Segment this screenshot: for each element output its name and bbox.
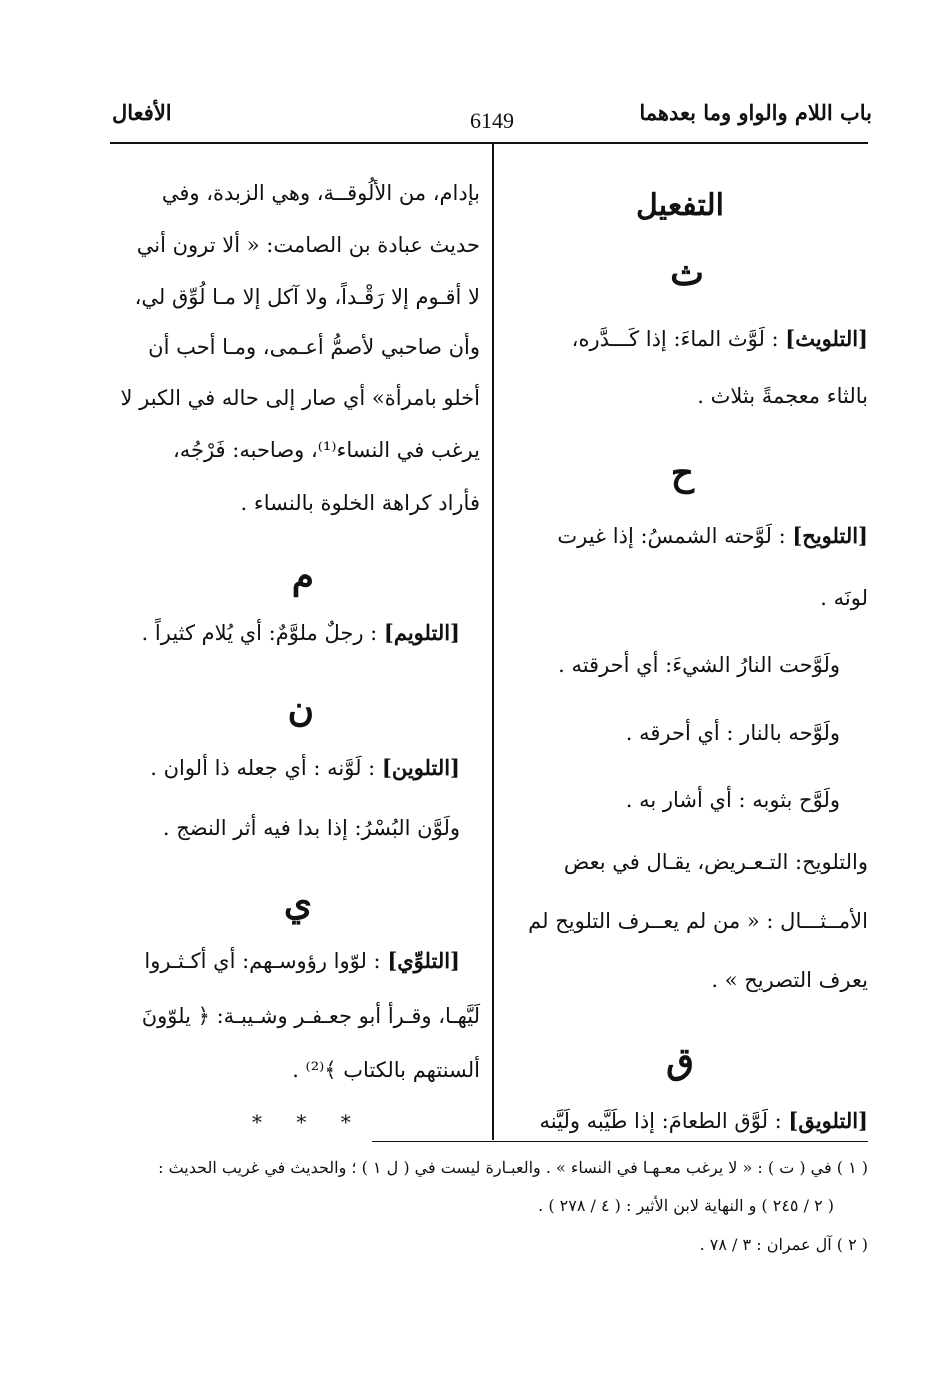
letter-heading-nun: ن bbox=[287, 688, 314, 730]
section-label: الأفعال bbox=[112, 100, 172, 125]
entry-line: والتلويح: التـعـريض، يقـال في بعض bbox=[563, 850, 868, 874]
footnote-rule bbox=[372, 1141, 868, 1142]
headword: [التلويم] bbox=[383, 620, 460, 645]
letter-heading-ya: ي bbox=[283, 882, 312, 924]
entry-line: [التلوِّي] : لوّوا رؤوسـهم: أي أكـثـروا bbox=[144, 948, 460, 973]
section-title: التفعيل bbox=[636, 188, 724, 223]
entry-line: [التلويم] : رجلٌ ملوَّمٌ: أي يُلام كثيراً . bbox=[141, 620, 460, 645]
entry-line: [التلويح] : لَوَّحته الشمسُ: إذا غيرت bbox=[557, 523, 868, 548]
entry-line: بالثاء معجمةً بثلاث . bbox=[697, 384, 868, 408]
entry-line: وأن صاحبي لأصمُّ أعـمى، ومـا أحب أن bbox=[148, 335, 480, 359]
letter-heading-mim: م bbox=[291, 555, 314, 597]
entry-line: ولَوَّن البُسْرُ: إذا بدا فيه أثر النضج . bbox=[162, 816, 460, 840]
entry-line: [التلوين] : لَوَّنه : أي جعله ذا ألوان . bbox=[150, 755, 460, 780]
entry-line: بإدام، من الألُوقــة، وهي الزبدة، وفي bbox=[161, 181, 480, 205]
headword: [التلوين] bbox=[381, 755, 460, 780]
entry-line: يرغب في النساء⁽¹⁾، وصاحبه: فَرْجُه، bbox=[172, 438, 480, 462]
entry-line: ولَوَّحه بالنار : أي أحرقه . bbox=[625, 721, 840, 745]
entry-line: [التلويث] : لَوَّث الماءَ: إذا كَـــدَّره، bbox=[571, 326, 868, 351]
entry-line: لَيَّهـا، وقـرأ أبو جعـفـر وشـيبـة: ﴿ يلوّونَ bbox=[141, 1004, 480, 1028]
entry-line: ولَوَّح بثوبه : أي أشار به . bbox=[625, 788, 840, 812]
entry-line: [التلويق] : لَوَّق الطعامَ: إذا طَيَّبه ولَيَّنه bbox=[539, 1108, 868, 1133]
entry-line: ولَوَّحت النارُ الشيءَ: أي أحرقته . bbox=[558, 653, 840, 677]
headword: [التلوِّي] bbox=[387, 948, 460, 973]
letter-heading-tha: ث bbox=[670, 252, 704, 294]
chapter-title: باب اللام والواو وما بعدهما bbox=[639, 100, 872, 125]
entry-line: يعرف التصريح » . bbox=[711, 968, 868, 992]
letter-heading-qaf: ق bbox=[666, 1040, 694, 1082]
header-rule bbox=[110, 142, 868, 144]
entry-line: لونَه . bbox=[820, 586, 868, 610]
entry-line: أخلو بامرأة» أي صار إلى حاله في الكبر لا bbox=[120, 386, 480, 410]
entry-line: حديث عبادة بن الصامت: « ألا ترون أني bbox=[136, 233, 480, 257]
headword: [التلويح] bbox=[792, 523, 868, 548]
entry-line: الأمــثـــال : « من لم يعــرف التلويح لم bbox=[528, 909, 868, 933]
entry-line: ألسنتهم بالكتاب ﴾⁽²⁾ . bbox=[292, 1058, 480, 1082]
headword: [التلويث] bbox=[785, 326, 868, 351]
page-number: 6149 bbox=[470, 108, 514, 133]
column-divider bbox=[492, 142, 494, 1140]
footnote-2: ( ٢ ) آل عمران : ٣ / ٧٨ . bbox=[699, 1235, 868, 1254]
headword: [التلويق] bbox=[788, 1108, 868, 1133]
section-end-stars: * * * bbox=[252, 1110, 365, 1134]
entry-line: فأراد كراهة الخلوة بالنساء . bbox=[240, 491, 480, 515]
footnote-1-continued: ( ٢ / ٢٤٥ ) و النهاية لابن الأثير : ( ٤ / ٢٧٨ ) . bbox=[538, 1196, 834, 1215]
footnote-1: ( ١ ) في ( ت ) : « لا يرغب معـهـا في النساء » . والعبـارة ليست في ( ل ١ ) ؛ والحديث في غريب الحديث : bbox=[158, 1158, 868, 1177]
entry-line: لا أقـوم إلا رَقْـداً، ولا آكل إلا مـا لُوِّق لي، bbox=[134, 285, 480, 309]
letter-heading-ha: ح bbox=[670, 452, 694, 494]
